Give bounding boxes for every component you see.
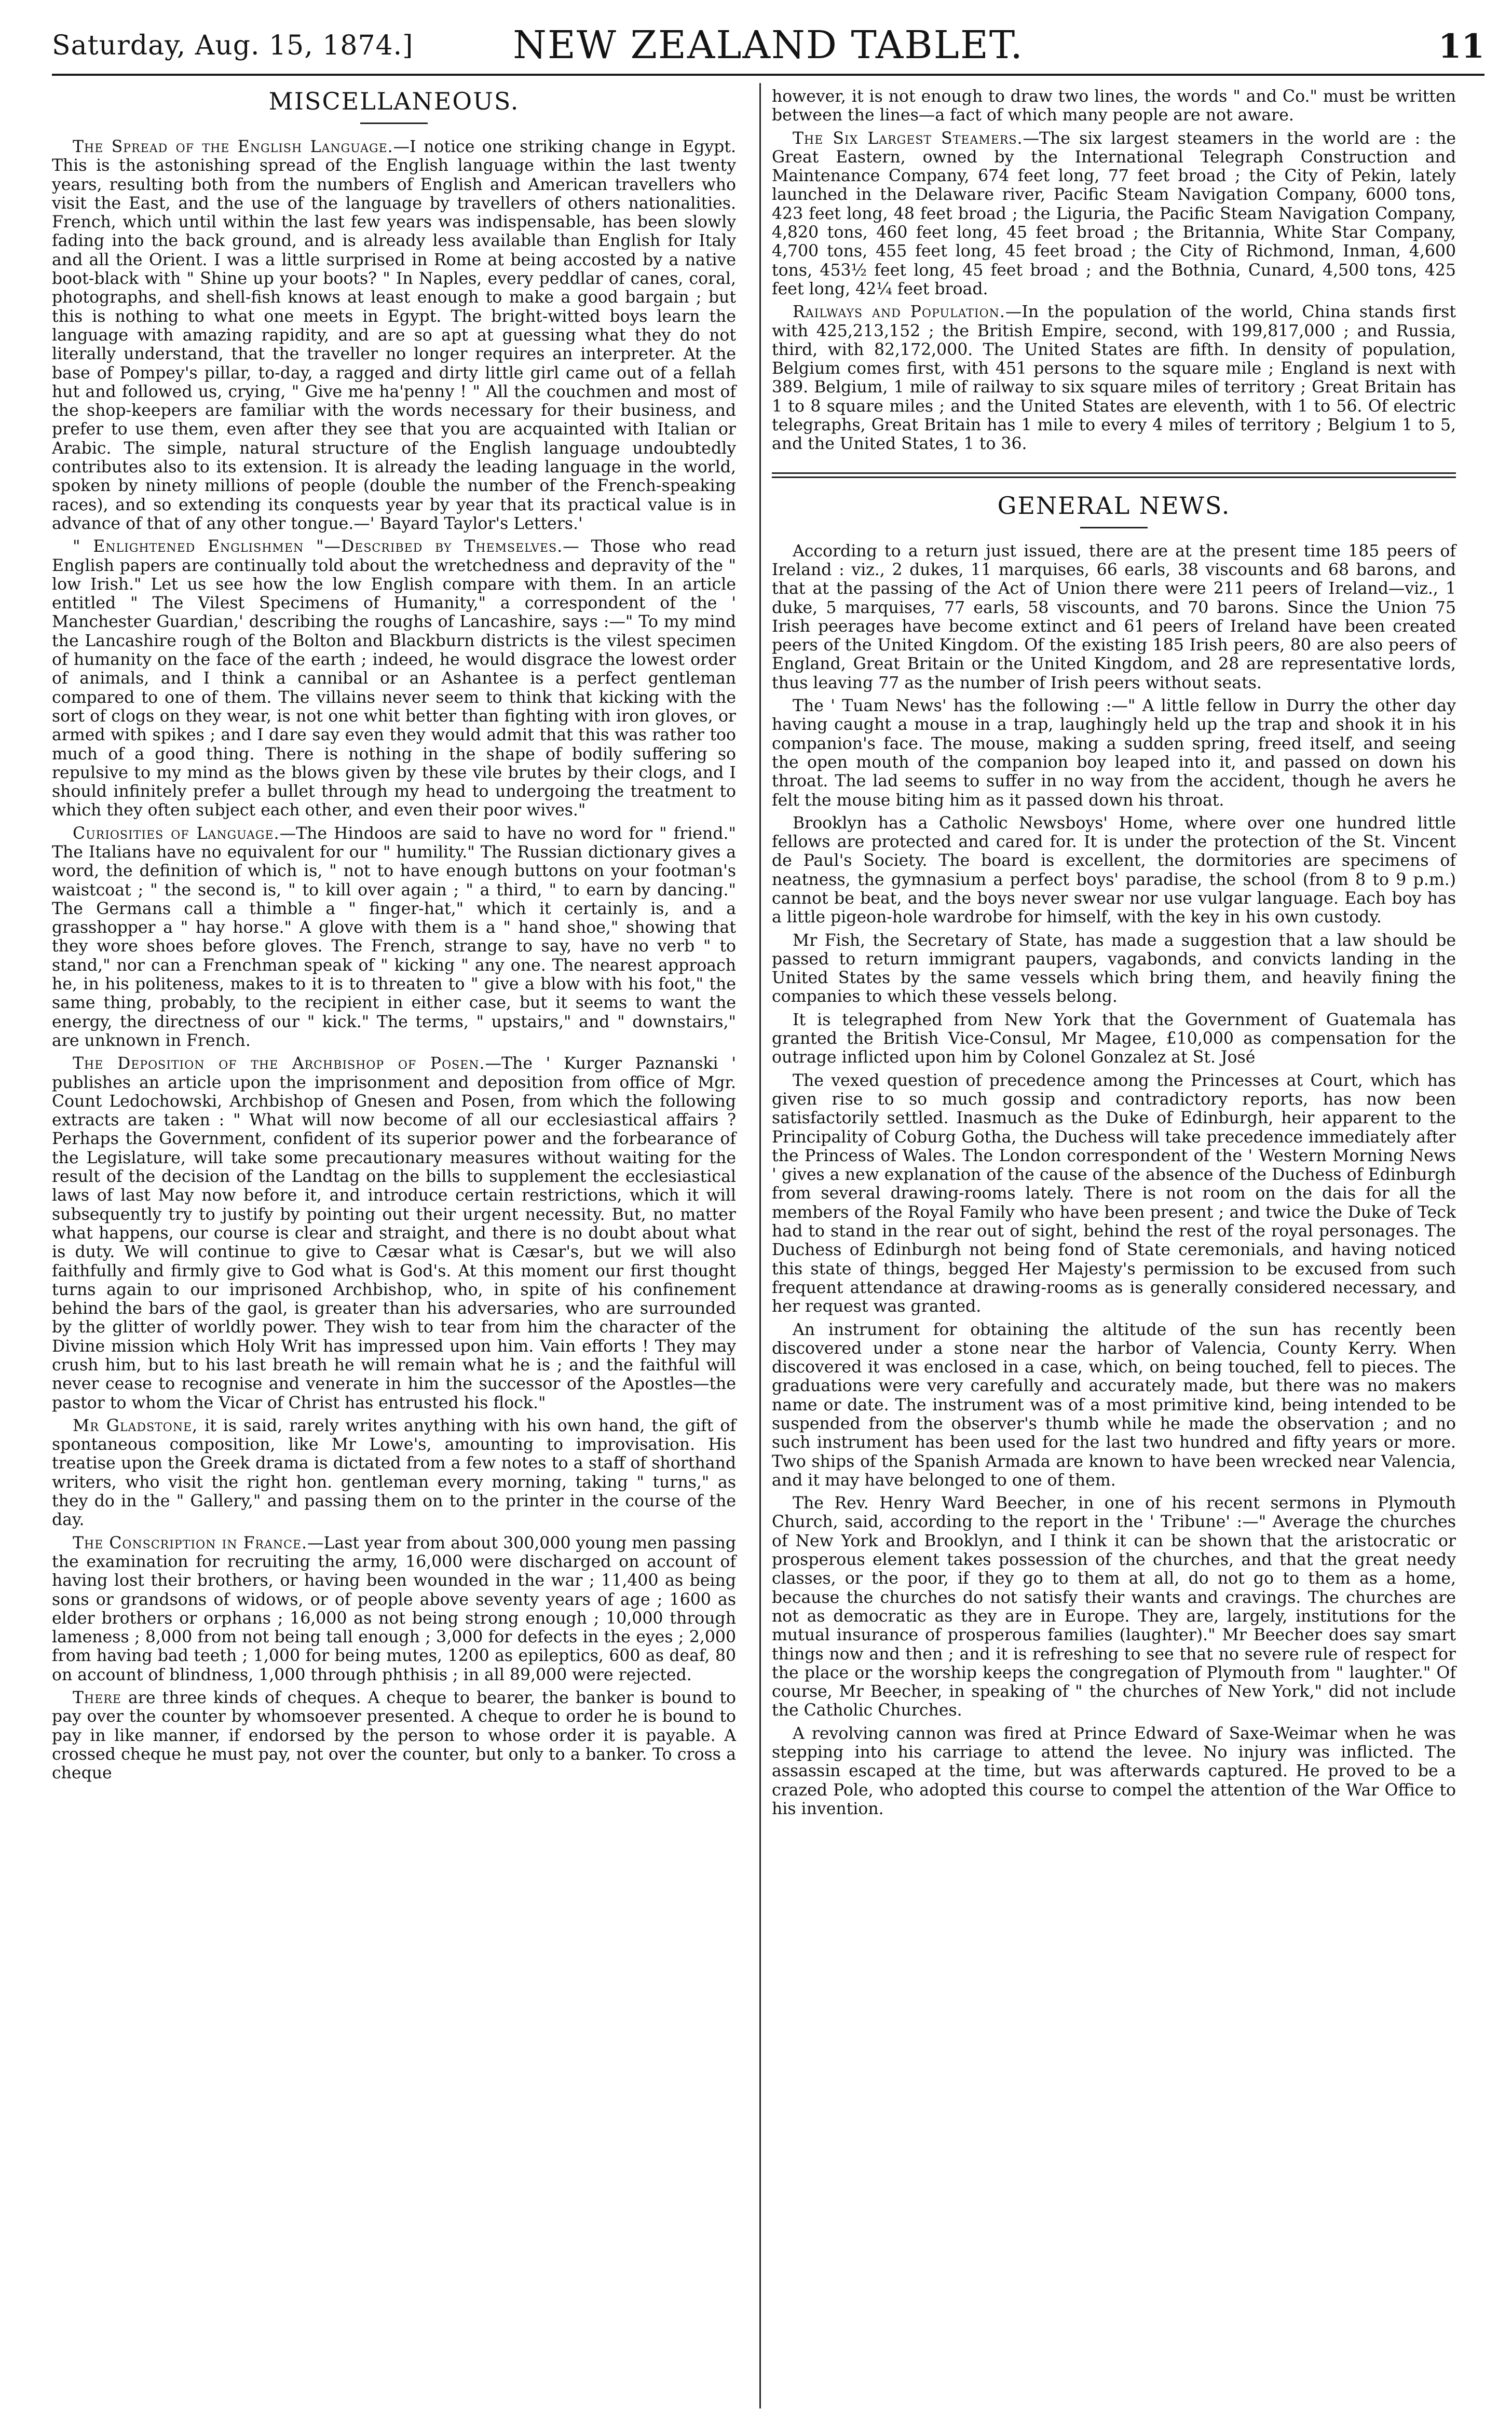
article-lead: The Spread of the English Language. (73, 138, 393, 156)
news-revolving-cannon: A revolving cannon was fired at Prince Edward of Saxe-Weimar when he was stepping into his carriage to attend the levee. No injury was inflicted. The assassin escaped at the time, but was afterwards captured. He proved to be a crazed Pole, who adopted this course to compel the attention of the War Office to his invention. (772, 1724, 1456, 1818)
section-rule (1080, 527, 1148, 528)
article-lead: The Six Largest Steamers. (793, 129, 1023, 148)
article-cheques-continued: however, it is not enough to draw two lines, the words " and Co." must be written between the lines—a fact of which many people are not aware. (772, 87, 1456, 125)
article-archbishop-of-posen (52, 1054, 736, 1412)
article-body: —The six largest steamers in the world are : the Great Eastern, owned by the International Telegraph Construction and Maintenance Company, 674 feet long, 77 feet broad ; the City of Pekin, lately launched in the Delaware river, Pacific Steam Navigation Company, 6000 tons, 423 feet long, 48 feet broad ; the Liguria, the Pacific Steam Navigation Company, 4,820 tons, 460 feet long, 45 feet broad ; the Britannia, White Star Company, 4,700 tons, 455 feet long, 45 feet broad ; the City of Richmond, Inman, 4,600 tons, 453½ feet long, 45 feet broad ; and the Bothnia, Cunard, 4,500 tons, 425 feet long, 42¼ feet broad. (772, 129, 1456, 298)
article-curiosities-of-language (52, 824, 736, 1051)
double-rule (772, 472, 1456, 478)
article-lead: Mr Gladstone, (73, 1416, 198, 1435)
article-lead: The Deposition of the Archbishop of Posen. (73, 1054, 485, 1073)
news-brooklyn-newsboys-home: Brooklyn has a Catholic Newsboys' Home, where over one hundred little fellows are protected and cared for. It is under the protection of the St. Vincent de Paul's Society. The board is excellent, the dormitories are specimens of neatness, the gymnasium a perfect boys' paradise, the school (from 8 to 9 p.m.) cannot be beat, and the boys never swear nor use vulgar language. Each boy has a little pigeon-hole wardrobe for himself, with the key in his own custody. (772, 813, 1456, 927)
article-lead: The Conscription in France. (73, 1533, 308, 1553)
article-body: —Last year from about 300,000 young men passing the examination for recruiting the army, 16,000 were discharged on account of having lost their brothers, or having been wounded in the war ; 11,400 as being sons or grandsons of widows, or of people above seventy years of age ; 1600 as elder brothers or orphans ; 16,000 as not being strong enough ; 10,000 through lameness ; 8,000 from not being tall enough ; 3,000 for defects in the eyes ; 2,000 from having bad teeth ; 1,000 for being mutes, 1200 as epileptics, 600 as deaf, 80 on account of blindness, 1,000 through phthisis ; in all 89,000 were rejected. (52, 1533, 736, 1684)
article-body: it is said, rarely writes anything with his own hand, the gift of spontaneous composition, like Mr Lowe's, amounting to improvisation. His treatise upon the Greek drama is dictated from a few notes to a staff of shorthand writers, who visit the right hon. gentleman every morning, taking " turns," as they do in the " Gallery," and passing them on to the printer in the course of the day. (52, 1416, 736, 1530)
news-tuam-mouse: The ' Tuam News' has the following :—" A little fellow in Durry the other day having caught a mouse in a trap, laughingly held up the trap and shook it in his companion's face. The mouse, making a sudden spring, freed itself, and seeing the open mouth of the companion boy leaped into it, and passed on down his throat. The lad seems to suffer in no way from the accident, though he avers he felt the mouse biting him as it passed down his throat. (772, 697, 1456, 810)
article-lead: " Enlightened Englishmen "—Described by Themselves. (73, 537, 563, 556)
article-six-largest-steamers (772, 129, 1456, 299)
news-mr-fish: Mr Fish, the Secretary of State, has made a suggestion that a law should be passed to return immigrant paupers, vagabonds, and convicts landing in the United States by the same vessels which bring them, and heavily fining the companies to which these vessels belong. (772, 931, 1456, 1006)
news-altitude-instrument: An instrument for obtaining the altitude of the sun has recently been discovered under a stone near the harbor of Valencia, County Kerry. When discovered it was enclosed in a case, which, on being touched, fell to pieces. The graduations were very carefully and accurately made, but there was no makers name or date. The instrument was of a most primitive kind, being intended to be suspended from the observer's thumb while he made the observation ; and no such instrument has been used for the last two hundred and fifty years or more. Two ships of the Spanish Armada are known to have been wrecked near Valencia, and it may have belonged to one of them. (772, 1320, 1456, 1490)
issue-date: Saturday, Aug. 15, 1874.] (52, 30, 414, 61)
article-mr-gladstone (52, 1417, 736, 1530)
section-rule (360, 123, 428, 124)
article-body: —The ' Kurger Paznanski ' publishes an article upon the imprisonment and deposition from office of Mgr. Count Ledochowski, Archbishop of Gnesen and Posen, from which the following extracts are taken : " What will now become of all our ecclesiastical affairs ? Perhaps the Government, confident of its superior power and the forbearance of the Legislature, will take some precautionary measures without waiting for the result of the decision of the Landtag on the bills to supplement the ecclesiastical laws of last May now before it, and introduce certain restrictions, which it will subsequently try to justify by pointing out their urgent necessity. But, no matter what happens, our course is clear and straight, and there is no doubt about what is duty. We will continue to give to Cæsar what is Cæsar's, but we will also faithfully and firmly give to God what is God's. At this moment our first thought turns again to our imprisoned Archbishop, who, in spite of his confinement behind the bars of the gaol, is greater than his adversaries, who are surrounded by the glitter of worldly power. They wish to tear from him the character of the Divine mission which Holy Writ has impressed upon him. Vain efforts ! They may crush him, but to his last breath he will remain what he is ; and the faithful will never cease to recognise and venerate in him the successor of the Apostles—the pastor to whom the Vicar of Christ has entrusted his flock." (52, 1054, 736, 1412)
right-column (772, 87, 1456, 1822)
article-lead: Railways and Population. (793, 303, 1005, 322)
column-divider (759, 83, 761, 2408)
article-spread-of-english (52, 138, 736, 533)
article-body: —The Hindoos are said to have no word for " friend." The Italians have no equivalent for our " humility." The Russian dictionary gives a word, the definition of which is, " not to have enough buttons on your footman's waistcoat ; " the second is, " to kill over again ; " a third, " to earn by dancing." The Germans call a thimble a " finger-hat," which it certainly is, and a grasshopper a " hay horse." A glove with them is a " hand shoe," showing that they wore shoes before gloves. The French, strange to say, have no verb " to stand," nor can a Frenchman speak of " kicking " any one. The nearest approach he, in his politeness, makes to it is to threaten to " give a blow with his foot," the same thing, probably, to the recipient in either case, but it seems to want the energy, the directness of our " kick." The terms, " upstairs," and " downstairs," are unknown in French. (52, 824, 736, 1050)
page-number: 11 (1438, 27, 1484, 66)
left-column (52, 87, 736, 1787)
page-header (52, 21, 1484, 70)
article-cheques (52, 1689, 736, 1782)
news-princesses-precedence: The vexed question of precedence among the Princesses at Court, which has given rise to so much gossip and contradictory reports, has now been satisfactorily settled. Inasmuch as the Duke of Edinburgh, heir apparent to the Principality of Coburg Gotha, the Duchess will take precedence immediately after the Princess of Wales. The London correspondent of the ' Western Morning News ' gives a new explanation of the cause of the absence of the Duchess of Edinburgh from several drawing-rooms lately. There is not room on the dais for all the members of the Royal Family who have been present ; and twice the Duke of Teck had to stand in the rear out of sight, behind the rest of the royal personages. The Duchess of Edinburgh not being fond of State ceremonials, and having noticed this state of things, begged Her Majesty's permission to be excused from such frequent attendance at drawing-rooms as is generally considered necessary, and her request was granted. (772, 1071, 1456, 1316)
news-beecher-sermon: The Rev. Henry Ward Beecher, in one of his recent sermons in Plymouth Church, said, according to the report in the ' Tribune' :—" Average the churches of New York and Brooklyn, and I think it can be shown that the aristocratic or prosperous element takes possession of the churches, and that the great needy classes, or the poor, if they go to them at all, do not go to them as a home, because the churches do not satisfy their wants and cravings. The churches are not as democratic as they are in Europe. They are, largely, institutions for the mutual insurance of prosperous families (laughter)." Mr Beecher does say smart things now and then ; and it is refreshing to see that no severe rule of respect for the place or the worship keeps the congregation of Plymouth from " laughter." Of course, Mr Beecher, in speaking of " the churches of New York," did not include the Catholic Churches. (772, 1494, 1456, 1720)
newspaper-title: NEW ZEALAND TABLET. (513, 23, 1024, 67)
section-title-general-news: GENERAL NEWS. (997, 491, 1231, 520)
article-body: —I notice one striking change in Egypt. This is the astonishing spread of the English language within the last twenty years, resulting both from the numbers of English and American travellers who visit the East, and the use of the language by travellers of others nationalities. French, which until within the last few years was indispensable, has been slowly fading into the back ground, and is already less available than English for Italy and all the Orient. I was a little surprised in Rome at being accosted by a native boot-black with " Shine up your boots? " In Naples, every peddlar of canes, coral, photographs, and shell-fish knows at least enough to make a good bargain ; but this is nothing to what one meets in Egypt. The bright-witted boys learn the language with amazing rapidity, and are so apt at guessing what they do not literally understand, that the traveller no longer requires an interpreter. At the base of Pompey's pillar, to-day, a ragged and dirty little girl came out of a fellah hut and followed us, crying, " Give me ha'penny ! " All the couchmen and most of the shop-keepers are familiar with the words necessary for their business, and prefer to use them, even after they see that you are acquainted with Italian or Arabic. The simple, natural structure of the English language undoubtedly contributes also to its extension. It is already the leading language in the world, spoken by ninety millions of people (double the number of the French-speaking races), and so extending its conquests year by year that its practical value is in advance of that of any other tongue.—' Bayard Taylor's Letters.' (52, 138, 736, 533)
article-body: —In the population of the world, China stands first with 425,213,152 ; the British Empire, second, with 199,817,000 ; and Russia, third, with 82,172,000. The United States are fifth. In density of population, Belgium comes first, with 451 persons to the square mile ; England is next with 389. Belgium, 1 mile of railway to six square miles of territory ; Great Britain has 1 to 8 square miles ; and the United States are eleventh, with 1 to 56. Of electric telegraphs, Great Britain has 1 mile to every 4 miles of territory ; Belgium 1 to 5, and the United States, 1 to 36. (772, 303, 1456, 454)
article-railways-and-population (772, 303, 1456, 453)
article-body: — Those who read English papers are continually told about the wretchedness and depravity of the " low Irish." Let us see how the low English compare with them. In an article entitled " The Vilest Specimens of Humanity," a correspondent of the ' Manchester Guardian,' describing the roughs of Lancashire, says :—" To my mind the Lancashire rough of the Bolton and Blackburn districts is the vilest specimen of humanity on the face of the earth ; indeed, he would disgrace the lowest order of animals, and I think a cannibal or an Ashantee is a perfect gentleman compared to one of them. The villains never seem to think that kicking with the sort of clogs on they wear, is not one whit better than fighting with iron gloves, or armed with spikes ; and I dare say even they would admit that this was rather too much of a good thing. There is nothing in the shape of bodily suffering so repulsive to my mind as the blows given by these vile brutes by their clogs, and I should infinitely prefer a bullet through my head to undergoing the treatment to which they often subject each other, and even their poor wives." (52, 537, 736, 820)
section-title-miscellaneous: MISCELLANEOUS. (268, 87, 520, 115)
article-body: are three kinds of cheques. A cheque to bearer, the banker is bound to pay over the counter by whomsoever presented. A cheque to order he is bound to pay in like manner, if endorsed by the person to whose order it is payable. A crossed cheque he must pay, not over the counter, but only to a banker. To cross a cheque (52, 1689, 736, 1783)
article-enlightened-englishmen (52, 537, 736, 820)
header-rule (52, 74, 1484, 76)
article-lead: There (73, 1689, 121, 1708)
article-lead: Curiosities of Language. (73, 824, 280, 843)
news-irish-peers: According to a return just issued, there are at the present time 185 peers of Ireland : viz., 2 dukes, 11 marquises, 66 earls, 38 viscounts and 68 barons, and that at the passing of the Act of Union there were 211 peers of Ireland—viz., 1 duke, 5 marquises, 77 earls, 58 viscounts, and 70 barons. Since the Union 75 Irish peerages have become extinct and 61 peers of Ireland have been created peers of the United Kingdom. Of the existing 185 Irish peers, 80 are also peers of England, Great Britain or the United Kingdom, and 28 are representative lords, thus leaving 77 as the number of Irish peers without seats. (772, 541, 1456, 692)
news-guatemala: It is telegraphed from New York that the Government of Guatemala has granted the British Vice-Consul, Mr Magee, £10,000 as compensation for the outrage inflicted upon him by Colonel Gonzalez at St. José (772, 1010, 1456, 1067)
article-conscription-in-france (52, 1534, 736, 1684)
